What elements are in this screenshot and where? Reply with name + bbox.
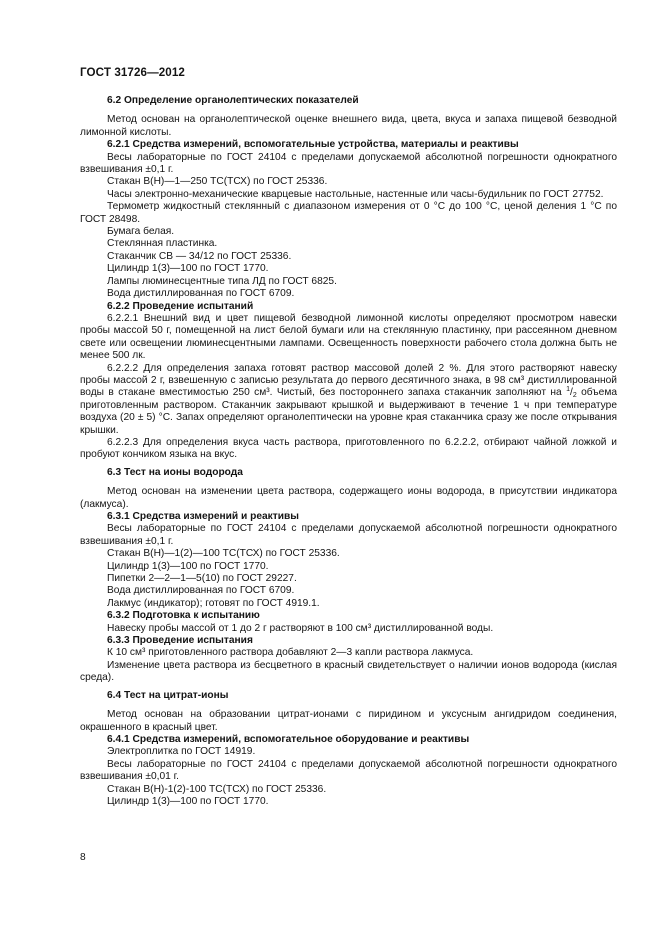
paragraph-6-2-2-2 [80, 363, 617, 437]
equipment-item: Стаканчик СВ — 34/12 по ГОСТ 25336. [107, 250, 292, 262]
document-header: ГОСТ 31726—2012 [80, 66, 185, 79]
equipment-item: Весы лабораторные по ГОСТ 24104 с пределами допускаемой абсолютной погрешности однократного взвешивания ±0,01 г. [80, 758, 617, 783]
equipment-item: Вода дистиллированная по ГОСТ 6709. [107, 585, 295, 597]
equipment-item: Термометр жидкостный стеклянный с диапазоном измерения от 0 °С до 100 °С, ценой деления 1 °С по ГОСТ 28498. [80, 201, 617, 225]
equipment-item: Пипетки 2—2—1—5(10) по ГОСТ 29227. [107, 573, 297, 585]
section-6-4-intro: Метод основан на образовании цитрат-ионами с пиридином и уксусным ангидридом соединения, окрашенного в красный цвет. [80, 709, 617, 733]
section-6-2-1-title: 6.2.1 Средства измерений, вспомогательные устройства, материалы и реактивы [107, 139, 519, 151]
equipment-item: Лампы люминесцентные типа ЛД по ГОСТ 6825. [107, 275, 337, 287]
equipment-item: Цилиндр 1(3)—100 по ГОСТ 1770. [107, 795, 269, 807]
equipment-item: Стакан В(Н)—1—250 ТС(ТСХ) по ГОСТ 25336. [107, 176, 328, 188]
paragraph-6-2-2-2-part-a: 6.2.2.2 Для определения запаха готовят раствор массовой долей 2 %. Для этого растворяют навеску пробы массой 2 г, взвешенную с записью результата до первого десятичного знака, в 98 см³ дистиллированной воды в стакане вместимостью 250 см³. Чистый, без постороннего запаха стаканчик заполняют на [80, 362, 617, 399]
document-body [80, 95, 617, 808]
procedure-text: Изменение цвета раствора из бесцветного в красный свидетельствует о наличии ионов водорода (кислая среда). [80, 659, 617, 684]
procedure-text: К 10 см³ приготовленного раствора добавляют 2—3 капли раствора лакмуса. [107, 647, 474, 659]
equipment-item: Цилиндр 1(3)—100 по ГОСТ 1770. [107, 263, 269, 275]
section-6-3-2-text: Навеску пробы массой от 1 до 2 г растворяют в 100 см³ дистиллированной воды. [107, 622, 494, 634]
section-6-2-intro: Метод основан на органолептической оценке внешнего вида, цвета, вкуса и запаха пищевой безводной лимонной кислоты. [80, 114, 617, 138]
section-6-4-1-title: 6.4.1 Средства измерений, вспомогательное оборудование и реактивы [107, 733, 470, 745]
equipment-item: Стеклянная пластинка. [107, 238, 218, 250]
section-6-3-3-title: 6.3.3 Проведение испытания [107, 635, 253, 647]
equipment-item: Стакан В(Н)-1(2)-100 ТС(ТСХ) по ГОСТ 25336. [107, 783, 327, 795]
section-6-3-intro: Метод основан на изменении цвета раствора, содержащего ионы водорода, в присутствии индикатора (лакмуса). [80, 486, 617, 510]
fraction-numerator: 1 [566, 386, 570, 394]
section-6-2-2-title: 6.2.2 Проведение испытаний [107, 300, 254, 312]
section-6-2-title: 6.2 Определение органолептических показателей [107, 95, 359, 106]
equipment-item: Бумага белая. [107, 226, 175, 238]
equipment-item: Часы электронно-механические кварцевые настольные, настенные или часы-будильник по ГОСТ 27752. [107, 188, 604, 200]
equipment-item: Весы лабораторные по ГОСТ 24104 с пределами допускаемой абсолютной погрешности однократного взвешивания ±0,1 г. [80, 151, 617, 176]
equipment-item: Лакмус (индикатор); готовят по ГОСТ 4919.1. [107, 597, 320, 609]
paragraph-6-2-2-2-part-b: объема приготовленным раствором. Стаканчик закрывают крышкой и выдерживают в течение 1 ч при температуре воздуха (20 ± 5) °С. Запах определяют органолептически на уровне края стаканчика сразу же после открывания крышки. [80, 387, 617, 436]
fraction-one-half: $^1/_2$ [566, 386, 577, 400]
page-number: 8 [80, 852, 86, 863]
fraction-denominator: 2 [572, 392, 577, 400]
paragraph-6-2-2-3: 6.2.2.3 Для определения вкуса часть раствора, приготовленного по 6.2.2.2, отбирают чайной ложкой и пробуют кончиком языка на вкус. [80, 436, 617, 461]
equipment-item: Стакан В(Н)—1(2)—100 ТС(ТСХ) по ГОСТ 25336. [107, 548, 340, 560]
equipment-item: Цилиндр 1(3)—100 по ГОСТ 1770. [107, 560, 269, 572]
section-6-3-title: 6.3 Тест на ионы водорода [107, 466, 243, 478]
equipment-item: Весы лабораторные по ГОСТ 24104 с пределами допускаемой абсолютной погрешности однократного взвешивания ±0,1 г. [80, 523, 617, 547]
equipment-item: Электроплитка по ГОСТ 14919. [107, 746, 256, 758]
paragraph-6-2-2-1: 6.2.2.1 Внешний вид и цвет пищевой безводной лимонной кислоты определяют просмотром навески пробы массой 50 г, помещенной на лист белой бумаги или на стеклянную пластинку, при рассеянном дневном свете или освещении люминесцентными лампами. Освещенность поверхности рабочего стола должна быть не менее 500 лк. [80, 312, 617, 362]
equipment-item: Вода дистиллированная по ГОСТ 6709. [107, 288, 295, 300]
section-6-3-2-title: 6.3.2 Подготовка к испытанию [107, 610, 260, 622]
section-6-3-1-title: 6.3.1 Средства измерений и реактивы [107, 511, 299, 522]
section-6-4-title: 6.4 Тест на цитрат-ионы [107, 689, 229, 701]
